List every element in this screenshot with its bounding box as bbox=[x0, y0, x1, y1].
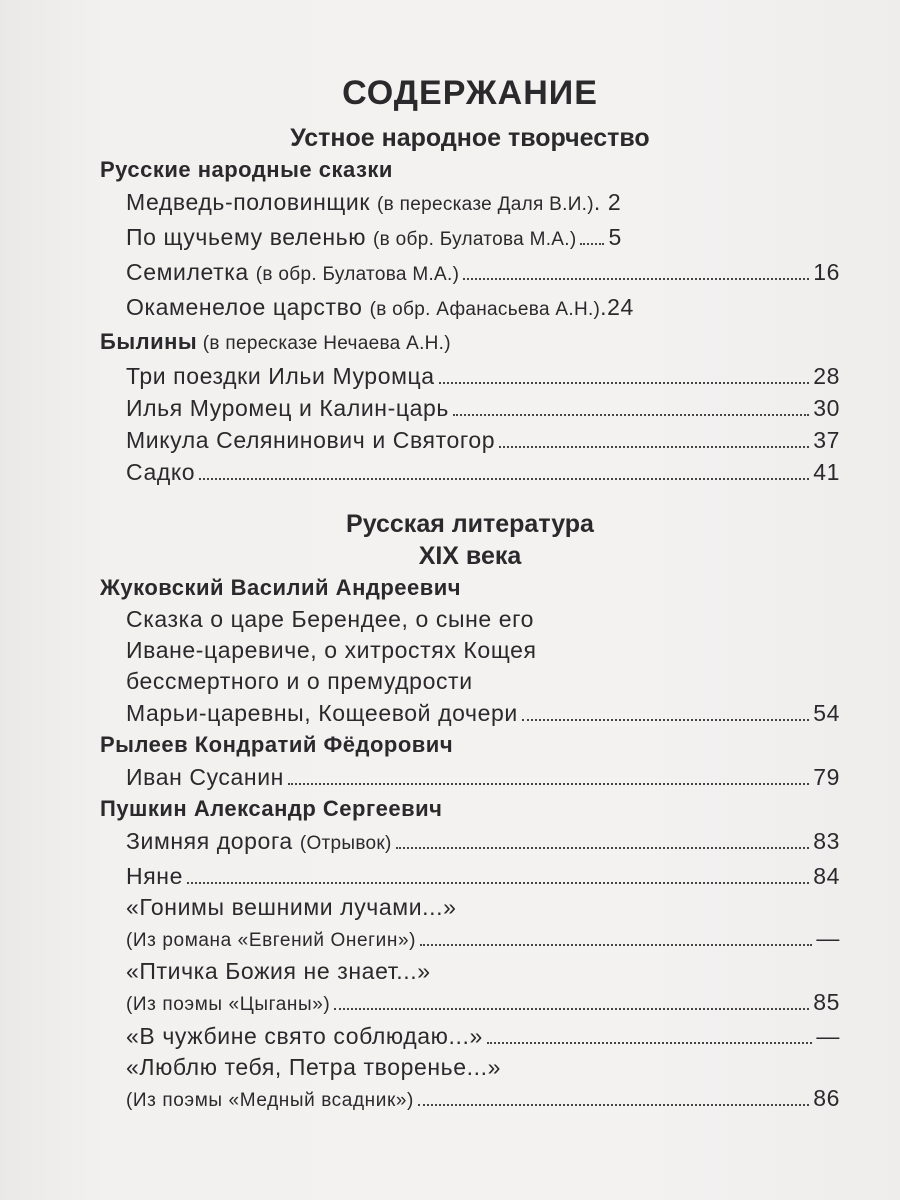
section-byliny: Былины (в пересказе Нечаева А.Н.) bbox=[100, 329, 451, 354]
toc-entry: Илья Муромец и Калин-царь 30 bbox=[126, 395, 840, 421]
part-heading-folk: Устное народное творчество bbox=[290, 124, 650, 152]
part-heading-literature: Русская литература bbox=[346, 510, 594, 538]
toc-entry-line: «Люблю тебя, Петра творенье...» bbox=[126, 1054, 502, 1080]
toc-entry-line: «Птичка Божия не знает...» bbox=[126, 958, 431, 984]
toc-entry: Зимняя дорога (Отрывок) 83 bbox=[126, 828, 840, 854]
section-zhukovsky: Жуковский Василий Андреевич bbox=[100, 575, 462, 600]
part-heading-century: XIX века bbox=[418, 542, 522, 570]
toc-entry: Семилетка (в обр. Булатова М.А.) 16 bbox=[126, 259, 840, 285]
toc-entry: По щучьему веленью (в обр. Булатова М.А.) 5 bbox=[126, 224, 622, 250]
toc-entry: Три поездки Ильи Муромца 28 bbox=[126, 363, 840, 389]
section-ryleev: Рылеев Кондратий Фёдорович bbox=[100, 732, 454, 757]
toc-entry: (Из поэмы «Цыганы») 85 bbox=[126, 989, 840, 1015]
section-russian-tales: Русские народные сказки bbox=[100, 157, 393, 182]
toc-entry: Няне 84 bbox=[126, 863, 840, 889]
table-of-contents bbox=[100, 70, 840, 1116]
toc-entry: Иван Сусанин 79 bbox=[126, 764, 840, 790]
toc-entry-line: бессмертного и о премудрости bbox=[126, 668, 473, 694]
toc-entry: Микула Селянинович и Святогор 37 bbox=[126, 427, 840, 453]
toc-entry: (Из романа «Евгений Онегин») — bbox=[126, 925, 840, 951]
toc-entry: Садко 41 bbox=[126, 459, 840, 485]
toc-entry: «В чужбине свято соблюдаю...» — bbox=[126, 1023, 840, 1049]
section-pushkin: Пушкин Александр Сергеевич bbox=[100, 796, 443, 821]
toc-entry: (Из поэмы «Медный всадник») 86 bbox=[126, 1085, 840, 1111]
page-title: СОДЕРЖАНИЕ bbox=[342, 74, 598, 112]
toc-entry: Окаменелое царство (в обр. Афанасьева А.Н.) .24 bbox=[126, 294, 634, 320]
toc-entry-line: Сказка о царе Берендее, о сыне его bbox=[126, 606, 535, 632]
toc-entry-line: «Гонимы вешними лучами...» bbox=[126, 894, 457, 920]
toc-entry: Марьи-царевны, Кощеевой дочери 54 bbox=[126, 700, 840, 726]
toc-entry-line: Иване-царевиче, о хитростях Кощея bbox=[126, 637, 537, 663]
toc-entry: Медведь-половинщик (в пересказе Даля В.И.) . 2 bbox=[126, 189, 622, 215]
